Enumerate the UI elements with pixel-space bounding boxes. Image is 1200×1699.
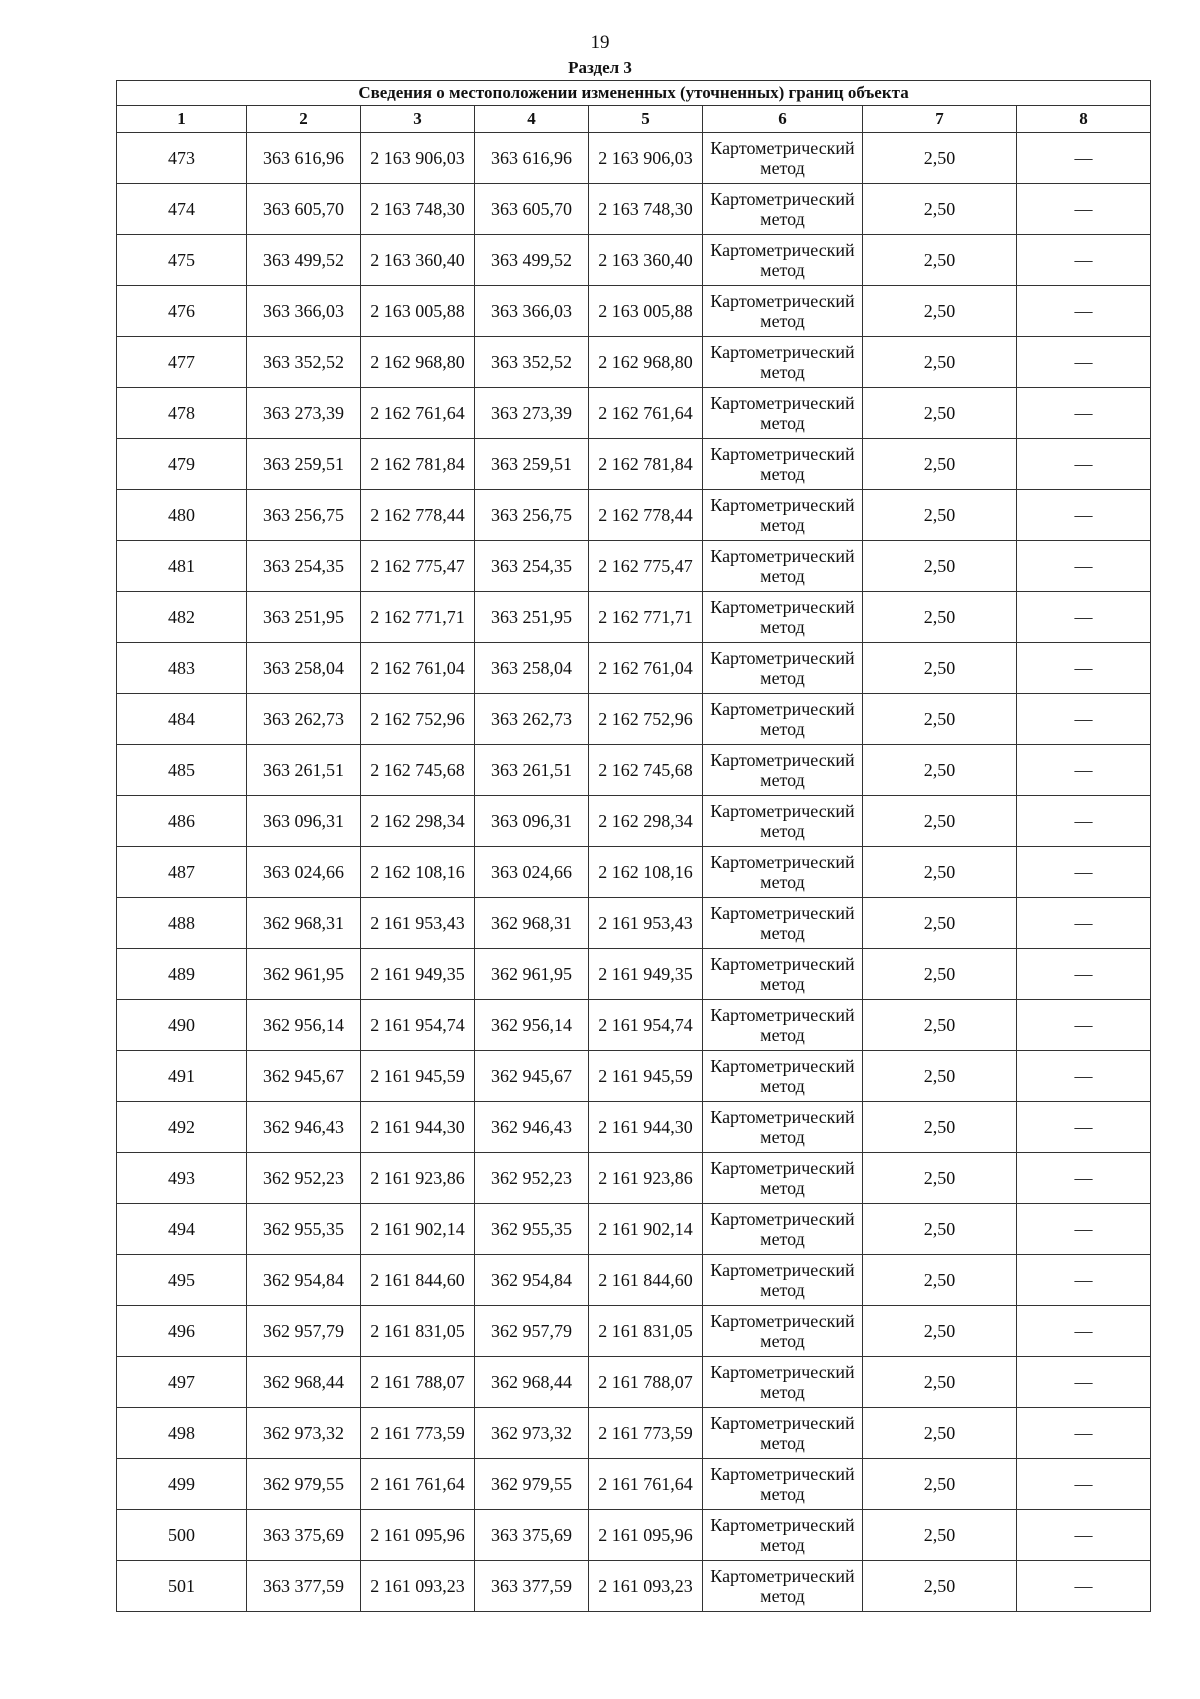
cell-accuracy: 2,50 bbox=[863, 541, 1017, 592]
cell-x-new: 363 616,96 bbox=[475, 133, 589, 184]
cell-point-number: 495 bbox=[117, 1255, 247, 1306]
cell-method: Картометрический метод bbox=[703, 541, 863, 592]
cell-point-number: 496 bbox=[117, 1306, 247, 1357]
cell-accuracy: 2,50 bbox=[863, 847, 1017, 898]
cell-y-new: 2 162 778,44 bbox=[589, 490, 703, 541]
cell-point-number: 487 bbox=[117, 847, 247, 898]
cell-description: — bbox=[1017, 592, 1151, 643]
cell-point-number: 477 bbox=[117, 337, 247, 388]
cell-method: Картометрический метод bbox=[703, 337, 863, 388]
cell-point-number: 476 bbox=[117, 286, 247, 337]
cell-x-existing: 363 352,52 bbox=[247, 337, 361, 388]
cell-y-new: 2 161 788,07 bbox=[589, 1357, 703, 1408]
cell-y-new: 2 163 748,30 bbox=[589, 184, 703, 235]
cell-description: — bbox=[1017, 796, 1151, 847]
cell-x-new: 362 961,95 bbox=[475, 949, 589, 1000]
cell-description: — bbox=[1017, 184, 1151, 235]
cell-method: Картометрический метод bbox=[703, 286, 863, 337]
cell-accuracy: 2,50 bbox=[863, 643, 1017, 694]
cell-x-new: 363 259,51 bbox=[475, 439, 589, 490]
cell-x-existing: 363 375,69 bbox=[247, 1510, 361, 1561]
table-row bbox=[117, 1255, 1151, 1306]
cell-y-existing: 2 162 761,04 bbox=[361, 643, 475, 694]
cell-point-number: 491 bbox=[117, 1051, 247, 1102]
cell-x-existing: 363 366,03 bbox=[247, 286, 361, 337]
cell-method: Картометрический метод bbox=[703, 1510, 863, 1561]
cell-x-existing: 363 377,59 bbox=[247, 1561, 361, 1612]
cell-method: Картометрический метод bbox=[703, 1000, 863, 1051]
cell-y-new: 2 163 906,03 bbox=[589, 133, 703, 184]
cell-x-existing: 362 955,35 bbox=[247, 1204, 361, 1255]
cell-point-number: 474 bbox=[117, 184, 247, 235]
cell-point-number: 486 bbox=[117, 796, 247, 847]
cell-accuracy: 2,50 bbox=[863, 796, 1017, 847]
table-row bbox=[117, 745, 1151, 796]
cell-y-existing: 2 161 902,14 bbox=[361, 1204, 475, 1255]
cell-y-new: 2 162 771,71 bbox=[589, 592, 703, 643]
cell-x-new: 363 605,70 bbox=[475, 184, 589, 235]
cell-y-new: 2 161 949,35 bbox=[589, 949, 703, 1000]
cell-x-existing: 363 254,35 bbox=[247, 541, 361, 592]
cell-point-number: 497 bbox=[117, 1357, 247, 1408]
cell-y-existing: 2 162 745,68 bbox=[361, 745, 475, 796]
table-caption: Сведения о местоположении измененных (уточненных) границ объекта bbox=[117, 81, 1151, 106]
table-row bbox=[117, 898, 1151, 949]
cell-method: Картометрический метод bbox=[703, 592, 863, 643]
cell-description: — bbox=[1017, 1306, 1151, 1357]
cell-point-number: 479 bbox=[117, 439, 247, 490]
cell-y-existing: 2 162 771,71 bbox=[361, 592, 475, 643]
cell-x-new: 363 251,95 bbox=[475, 592, 589, 643]
table-row bbox=[117, 1306, 1151, 1357]
table-row bbox=[117, 490, 1151, 541]
table-body bbox=[117, 133, 1151, 1612]
cell-accuracy: 2,50 bbox=[863, 1000, 1017, 1051]
cell-method: Картометрический метод bbox=[703, 1459, 863, 1510]
cell-x-existing: 363 261,51 bbox=[247, 745, 361, 796]
cell-x-new: 363 262,73 bbox=[475, 694, 589, 745]
cell-y-existing: 2 161 093,23 bbox=[361, 1561, 475, 1612]
cell-accuracy: 2,50 bbox=[863, 1204, 1017, 1255]
cell-description: — bbox=[1017, 643, 1151, 694]
cell-accuracy: 2,50 bbox=[863, 439, 1017, 490]
column-number-8: 8 bbox=[1017, 106, 1151, 133]
cell-x-new: 363 254,35 bbox=[475, 541, 589, 592]
cell-y-new: 2 161 773,59 bbox=[589, 1408, 703, 1459]
cell-description: — bbox=[1017, 1408, 1151, 1459]
table-row bbox=[117, 949, 1151, 1000]
cell-accuracy: 2,50 bbox=[863, 694, 1017, 745]
table-row bbox=[117, 1204, 1151, 1255]
cell-x-existing: 363 273,39 bbox=[247, 388, 361, 439]
cell-accuracy: 2,50 bbox=[863, 1255, 1017, 1306]
cell-point-number: 475 bbox=[117, 235, 247, 286]
cell-description: — bbox=[1017, 1153, 1151, 1204]
cell-y-new: 2 162 781,84 bbox=[589, 439, 703, 490]
cell-method: Картометрический метод bbox=[703, 694, 863, 745]
table-row bbox=[117, 796, 1151, 847]
cell-description: — bbox=[1017, 133, 1151, 184]
cell-accuracy: 2,50 bbox=[863, 1102, 1017, 1153]
cell-y-new: 2 163 360,40 bbox=[589, 235, 703, 286]
cell-description: — bbox=[1017, 235, 1151, 286]
table-row bbox=[117, 184, 1151, 235]
cell-accuracy: 2,50 bbox=[863, 949, 1017, 1000]
cell-x-new: 362 952,23 bbox=[475, 1153, 589, 1204]
cell-y-new: 2 163 005,88 bbox=[589, 286, 703, 337]
cell-accuracy: 2,50 bbox=[863, 490, 1017, 541]
cell-x-existing: 362 957,79 bbox=[247, 1306, 361, 1357]
cell-description: — bbox=[1017, 337, 1151, 388]
table-row bbox=[117, 1051, 1151, 1102]
table-row bbox=[117, 1000, 1151, 1051]
table-row bbox=[117, 1459, 1151, 1510]
cell-y-existing: 2 161 761,64 bbox=[361, 1459, 475, 1510]
cell-x-existing: 362 954,84 bbox=[247, 1255, 361, 1306]
cell-description: — bbox=[1017, 1357, 1151, 1408]
cell-description: — bbox=[1017, 1459, 1151, 1510]
cell-y-new: 2 162 761,04 bbox=[589, 643, 703, 694]
cell-point-number: 494 bbox=[117, 1204, 247, 1255]
cell-x-new: 363 096,31 bbox=[475, 796, 589, 847]
cell-accuracy: 2,50 bbox=[863, 1153, 1017, 1204]
table-row bbox=[117, 1357, 1151, 1408]
cell-y-existing: 2 162 752,96 bbox=[361, 694, 475, 745]
cell-method: Картометрический метод bbox=[703, 133, 863, 184]
cell-y-existing: 2 162 778,44 bbox=[361, 490, 475, 541]
cell-accuracy: 2,50 bbox=[863, 1051, 1017, 1102]
cell-x-existing: 362 968,44 bbox=[247, 1357, 361, 1408]
cell-point-number: 501 bbox=[117, 1561, 247, 1612]
cell-point-number: 473 bbox=[117, 133, 247, 184]
cell-y-new: 2 161 902,14 bbox=[589, 1204, 703, 1255]
cell-point-number: 490 bbox=[117, 1000, 247, 1051]
cell-point-number: 482 bbox=[117, 592, 247, 643]
cell-point-number: 480 bbox=[117, 490, 247, 541]
cell-method: Картометрический метод bbox=[703, 490, 863, 541]
cell-description: — bbox=[1017, 847, 1151, 898]
column-number-row bbox=[117, 106, 1151, 133]
cell-method: Картометрический метод bbox=[703, 1408, 863, 1459]
cell-description: — bbox=[1017, 1255, 1151, 1306]
table-row bbox=[117, 1561, 1151, 1612]
cell-y-new: 2 161 954,74 bbox=[589, 1000, 703, 1051]
cell-description: — bbox=[1017, 1204, 1151, 1255]
table-row bbox=[117, 541, 1151, 592]
cell-y-existing: 2 161 773,59 bbox=[361, 1408, 475, 1459]
cell-y-existing: 2 163 906,03 bbox=[361, 133, 475, 184]
cell-method: Картометрический метод bbox=[703, 745, 863, 796]
cell-method: Картометрический метод bbox=[703, 184, 863, 235]
cell-y-new: 2 161 945,59 bbox=[589, 1051, 703, 1102]
cell-x-new: 362 957,79 bbox=[475, 1306, 589, 1357]
cell-method: Картометрический метод bbox=[703, 1051, 863, 1102]
cell-description: — bbox=[1017, 1102, 1151, 1153]
cell-x-existing: 363 096,31 bbox=[247, 796, 361, 847]
cell-y-existing: 2 161 954,74 bbox=[361, 1000, 475, 1051]
cell-y-new: 2 162 968,80 bbox=[589, 337, 703, 388]
cell-accuracy: 2,50 bbox=[863, 1459, 1017, 1510]
cell-x-new: 363 375,69 bbox=[475, 1510, 589, 1561]
cell-description: — bbox=[1017, 541, 1151, 592]
table-row bbox=[117, 1408, 1151, 1459]
cell-x-existing: 362 946,43 bbox=[247, 1102, 361, 1153]
cell-y-new: 2 162 298,34 bbox=[589, 796, 703, 847]
cell-accuracy: 2,50 bbox=[863, 1408, 1017, 1459]
cell-description: — bbox=[1017, 1561, 1151, 1612]
cell-x-existing: 363 499,52 bbox=[247, 235, 361, 286]
cell-x-new: 363 499,52 bbox=[475, 235, 589, 286]
table-row bbox=[117, 643, 1151, 694]
cell-y-new: 2 162 108,16 bbox=[589, 847, 703, 898]
cell-accuracy: 2,50 bbox=[863, 1306, 1017, 1357]
cell-x-new: 362 979,55 bbox=[475, 1459, 589, 1510]
cell-description: — bbox=[1017, 286, 1151, 337]
cell-method: Картометрический метод bbox=[703, 1102, 863, 1153]
table-row bbox=[117, 286, 1151, 337]
cell-method: Картометрический метод bbox=[703, 439, 863, 490]
cell-y-existing: 2 161 944,30 bbox=[361, 1102, 475, 1153]
cell-x-existing: 363 616,96 bbox=[247, 133, 361, 184]
cell-x-new: 363 258,04 bbox=[475, 643, 589, 694]
cell-accuracy: 2,50 bbox=[863, 235, 1017, 286]
cell-description: — bbox=[1017, 898, 1151, 949]
cell-x-new: 363 273,39 bbox=[475, 388, 589, 439]
cell-x-existing: 362 956,14 bbox=[247, 1000, 361, 1051]
cell-x-new: 362 956,14 bbox=[475, 1000, 589, 1051]
cell-accuracy: 2,50 bbox=[863, 184, 1017, 235]
table-row bbox=[117, 388, 1151, 439]
cell-x-existing: 363 258,04 bbox=[247, 643, 361, 694]
cell-method: Картометрический метод bbox=[703, 388, 863, 439]
cell-point-number: 483 bbox=[117, 643, 247, 694]
cell-method: Картометрический метод bbox=[703, 847, 863, 898]
cell-x-existing: 363 256,75 bbox=[247, 490, 361, 541]
cell-description: — bbox=[1017, 1051, 1151, 1102]
cell-accuracy: 2,50 bbox=[863, 745, 1017, 796]
cell-x-new: 363 024,66 bbox=[475, 847, 589, 898]
cell-y-existing: 2 161 831,05 bbox=[361, 1306, 475, 1357]
cell-point-number: 499 bbox=[117, 1459, 247, 1510]
cell-accuracy: 2,50 bbox=[863, 1561, 1017, 1612]
cell-y-new: 2 161 923,86 bbox=[589, 1153, 703, 1204]
section-title: Раздел 3 bbox=[568, 58, 632, 77]
cell-y-existing: 2 161 788,07 bbox=[361, 1357, 475, 1408]
cell-y-existing: 2 162 775,47 bbox=[361, 541, 475, 592]
cell-description: — bbox=[1017, 1000, 1151, 1051]
cell-method: Картометрический метод bbox=[703, 643, 863, 694]
table-row bbox=[117, 592, 1151, 643]
cell-accuracy: 2,50 bbox=[863, 1357, 1017, 1408]
cell-method: Картометрический метод bbox=[703, 949, 863, 1000]
cell-method: Картометрический метод bbox=[703, 1306, 863, 1357]
cell-x-existing: 363 024,66 bbox=[247, 847, 361, 898]
cell-accuracy: 2,50 bbox=[863, 337, 1017, 388]
cell-y-new: 2 161 095,96 bbox=[589, 1510, 703, 1561]
cell-description: — bbox=[1017, 949, 1151, 1000]
cell-point-number: 484 bbox=[117, 694, 247, 745]
cell-y-new: 2 161 093,23 bbox=[589, 1561, 703, 1612]
cell-x-existing: 362 961,95 bbox=[247, 949, 361, 1000]
column-number-3: 3 bbox=[361, 106, 475, 133]
cell-method: Картометрический метод bbox=[703, 1204, 863, 1255]
cell-x-new: 362 954,84 bbox=[475, 1255, 589, 1306]
cell-x-new: 363 366,03 bbox=[475, 286, 589, 337]
cell-y-new: 2 161 953,43 bbox=[589, 898, 703, 949]
cell-x-new: 363 377,59 bbox=[475, 1561, 589, 1612]
cell-y-new: 2 162 761,64 bbox=[589, 388, 703, 439]
cell-x-new: 362 968,31 bbox=[475, 898, 589, 949]
column-number-1: 1 bbox=[117, 106, 247, 133]
cell-accuracy: 2,50 bbox=[863, 133, 1017, 184]
table-row bbox=[117, 235, 1151, 286]
cell-x-new: 362 955,35 bbox=[475, 1204, 589, 1255]
table-row bbox=[117, 1153, 1151, 1204]
table-row bbox=[117, 847, 1151, 898]
cell-point-number: 485 bbox=[117, 745, 247, 796]
cell-accuracy: 2,50 bbox=[863, 898, 1017, 949]
column-number-7: 7 bbox=[863, 106, 1017, 133]
cell-y-existing: 2 162 108,16 bbox=[361, 847, 475, 898]
cell-y-existing: 2 161 923,86 bbox=[361, 1153, 475, 1204]
column-number-5: 5 bbox=[589, 106, 703, 133]
cell-y-existing: 2 162 781,84 bbox=[361, 439, 475, 490]
cell-x-existing: 362 945,67 bbox=[247, 1051, 361, 1102]
cell-y-existing: 2 161 953,43 bbox=[361, 898, 475, 949]
cell-x-new: 362 973,32 bbox=[475, 1408, 589, 1459]
cell-x-existing: 362 968,31 bbox=[247, 898, 361, 949]
cell-description: — bbox=[1017, 439, 1151, 490]
cell-x-new: 362 945,67 bbox=[475, 1051, 589, 1102]
cell-method: Картометрический метод bbox=[703, 898, 863, 949]
cell-x-existing: 363 251,95 bbox=[247, 592, 361, 643]
cell-description: — bbox=[1017, 490, 1151, 541]
column-number-2: 2 bbox=[247, 106, 361, 133]
cell-x-new: 363 256,75 bbox=[475, 490, 589, 541]
cell-y-existing: 2 162 298,34 bbox=[361, 796, 475, 847]
table-row bbox=[117, 694, 1151, 745]
page-number: 19 bbox=[590, 32, 610, 53]
cell-accuracy: 2,50 bbox=[863, 592, 1017, 643]
cell-x-new: 363 261,51 bbox=[475, 745, 589, 796]
cell-point-number: 493 bbox=[117, 1153, 247, 1204]
column-number-6: 6 bbox=[703, 106, 863, 133]
cell-y-new: 2 161 761,64 bbox=[589, 1459, 703, 1510]
cell-method: Картометрический метод bbox=[703, 1255, 863, 1306]
cell-y-new: 2 162 745,68 bbox=[589, 745, 703, 796]
cell-point-number: 488 bbox=[117, 898, 247, 949]
cell-point-number: 492 bbox=[117, 1102, 247, 1153]
cell-accuracy: 2,50 bbox=[863, 286, 1017, 337]
cell-y-new: 2 161 844,60 bbox=[589, 1255, 703, 1306]
cell-y-existing: 2 163 005,88 bbox=[361, 286, 475, 337]
cell-y-existing: 2 161 844,60 bbox=[361, 1255, 475, 1306]
cell-description: — bbox=[1017, 388, 1151, 439]
cell-description: — bbox=[1017, 694, 1151, 745]
cell-point-number: 481 bbox=[117, 541, 247, 592]
cell-method: Картометрический метод bbox=[703, 235, 863, 286]
table-row bbox=[117, 133, 1151, 184]
cell-y-existing: 2 162 968,80 bbox=[361, 337, 475, 388]
table-row bbox=[117, 1510, 1151, 1561]
cell-y-existing: 2 163 360,40 bbox=[361, 235, 475, 286]
cell-point-number: 478 bbox=[117, 388, 247, 439]
cell-x-new: 362 946,43 bbox=[475, 1102, 589, 1153]
cell-method: Картометрический метод bbox=[703, 1153, 863, 1204]
cell-x-existing: 362 952,23 bbox=[247, 1153, 361, 1204]
table-row bbox=[117, 1102, 1151, 1153]
cell-x-new: 363 352,52 bbox=[475, 337, 589, 388]
cell-description: — bbox=[1017, 745, 1151, 796]
cell-description: — bbox=[1017, 1510, 1151, 1561]
cell-y-existing: 2 161 095,96 bbox=[361, 1510, 475, 1561]
cell-x-existing: 363 262,73 bbox=[247, 694, 361, 745]
cell-y-new: 2 162 775,47 bbox=[589, 541, 703, 592]
cell-y-existing: 2 161 949,35 bbox=[361, 949, 475, 1000]
table-row bbox=[117, 337, 1151, 388]
cell-x-existing: 362 979,55 bbox=[247, 1459, 361, 1510]
column-number-4: 4 bbox=[475, 106, 589, 133]
boundary-coordinates-table bbox=[116, 80, 1151, 1612]
cell-y-existing: 2 163 748,30 bbox=[361, 184, 475, 235]
cell-accuracy: 2,50 bbox=[863, 1510, 1017, 1561]
cell-y-new: 2 161 944,30 bbox=[589, 1102, 703, 1153]
cell-point-number: 489 bbox=[117, 949, 247, 1000]
cell-method: Картометрический метод bbox=[703, 796, 863, 847]
cell-x-existing: 363 605,70 bbox=[247, 184, 361, 235]
table-row bbox=[117, 439, 1151, 490]
cell-x-existing: 363 259,51 bbox=[247, 439, 361, 490]
cell-y-new: 2 161 831,05 bbox=[589, 1306, 703, 1357]
cell-method: Картометрический метод bbox=[703, 1357, 863, 1408]
cell-y-existing: 2 161 945,59 bbox=[361, 1051, 475, 1102]
cell-y-new: 2 162 752,96 bbox=[589, 694, 703, 745]
cell-accuracy: 2,50 bbox=[863, 388, 1017, 439]
cell-method: Картометрический метод bbox=[703, 1561, 863, 1612]
cell-y-existing: 2 162 761,64 bbox=[361, 388, 475, 439]
cell-point-number: 498 bbox=[117, 1408, 247, 1459]
cell-x-new: 362 968,44 bbox=[475, 1357, 589, 1408]
cell-x-existing: 362 973,32 bbox=[247, 1408, 361, 1459]
cell-point-number: 500 bbox=[117, 1510, 247, 1561]
